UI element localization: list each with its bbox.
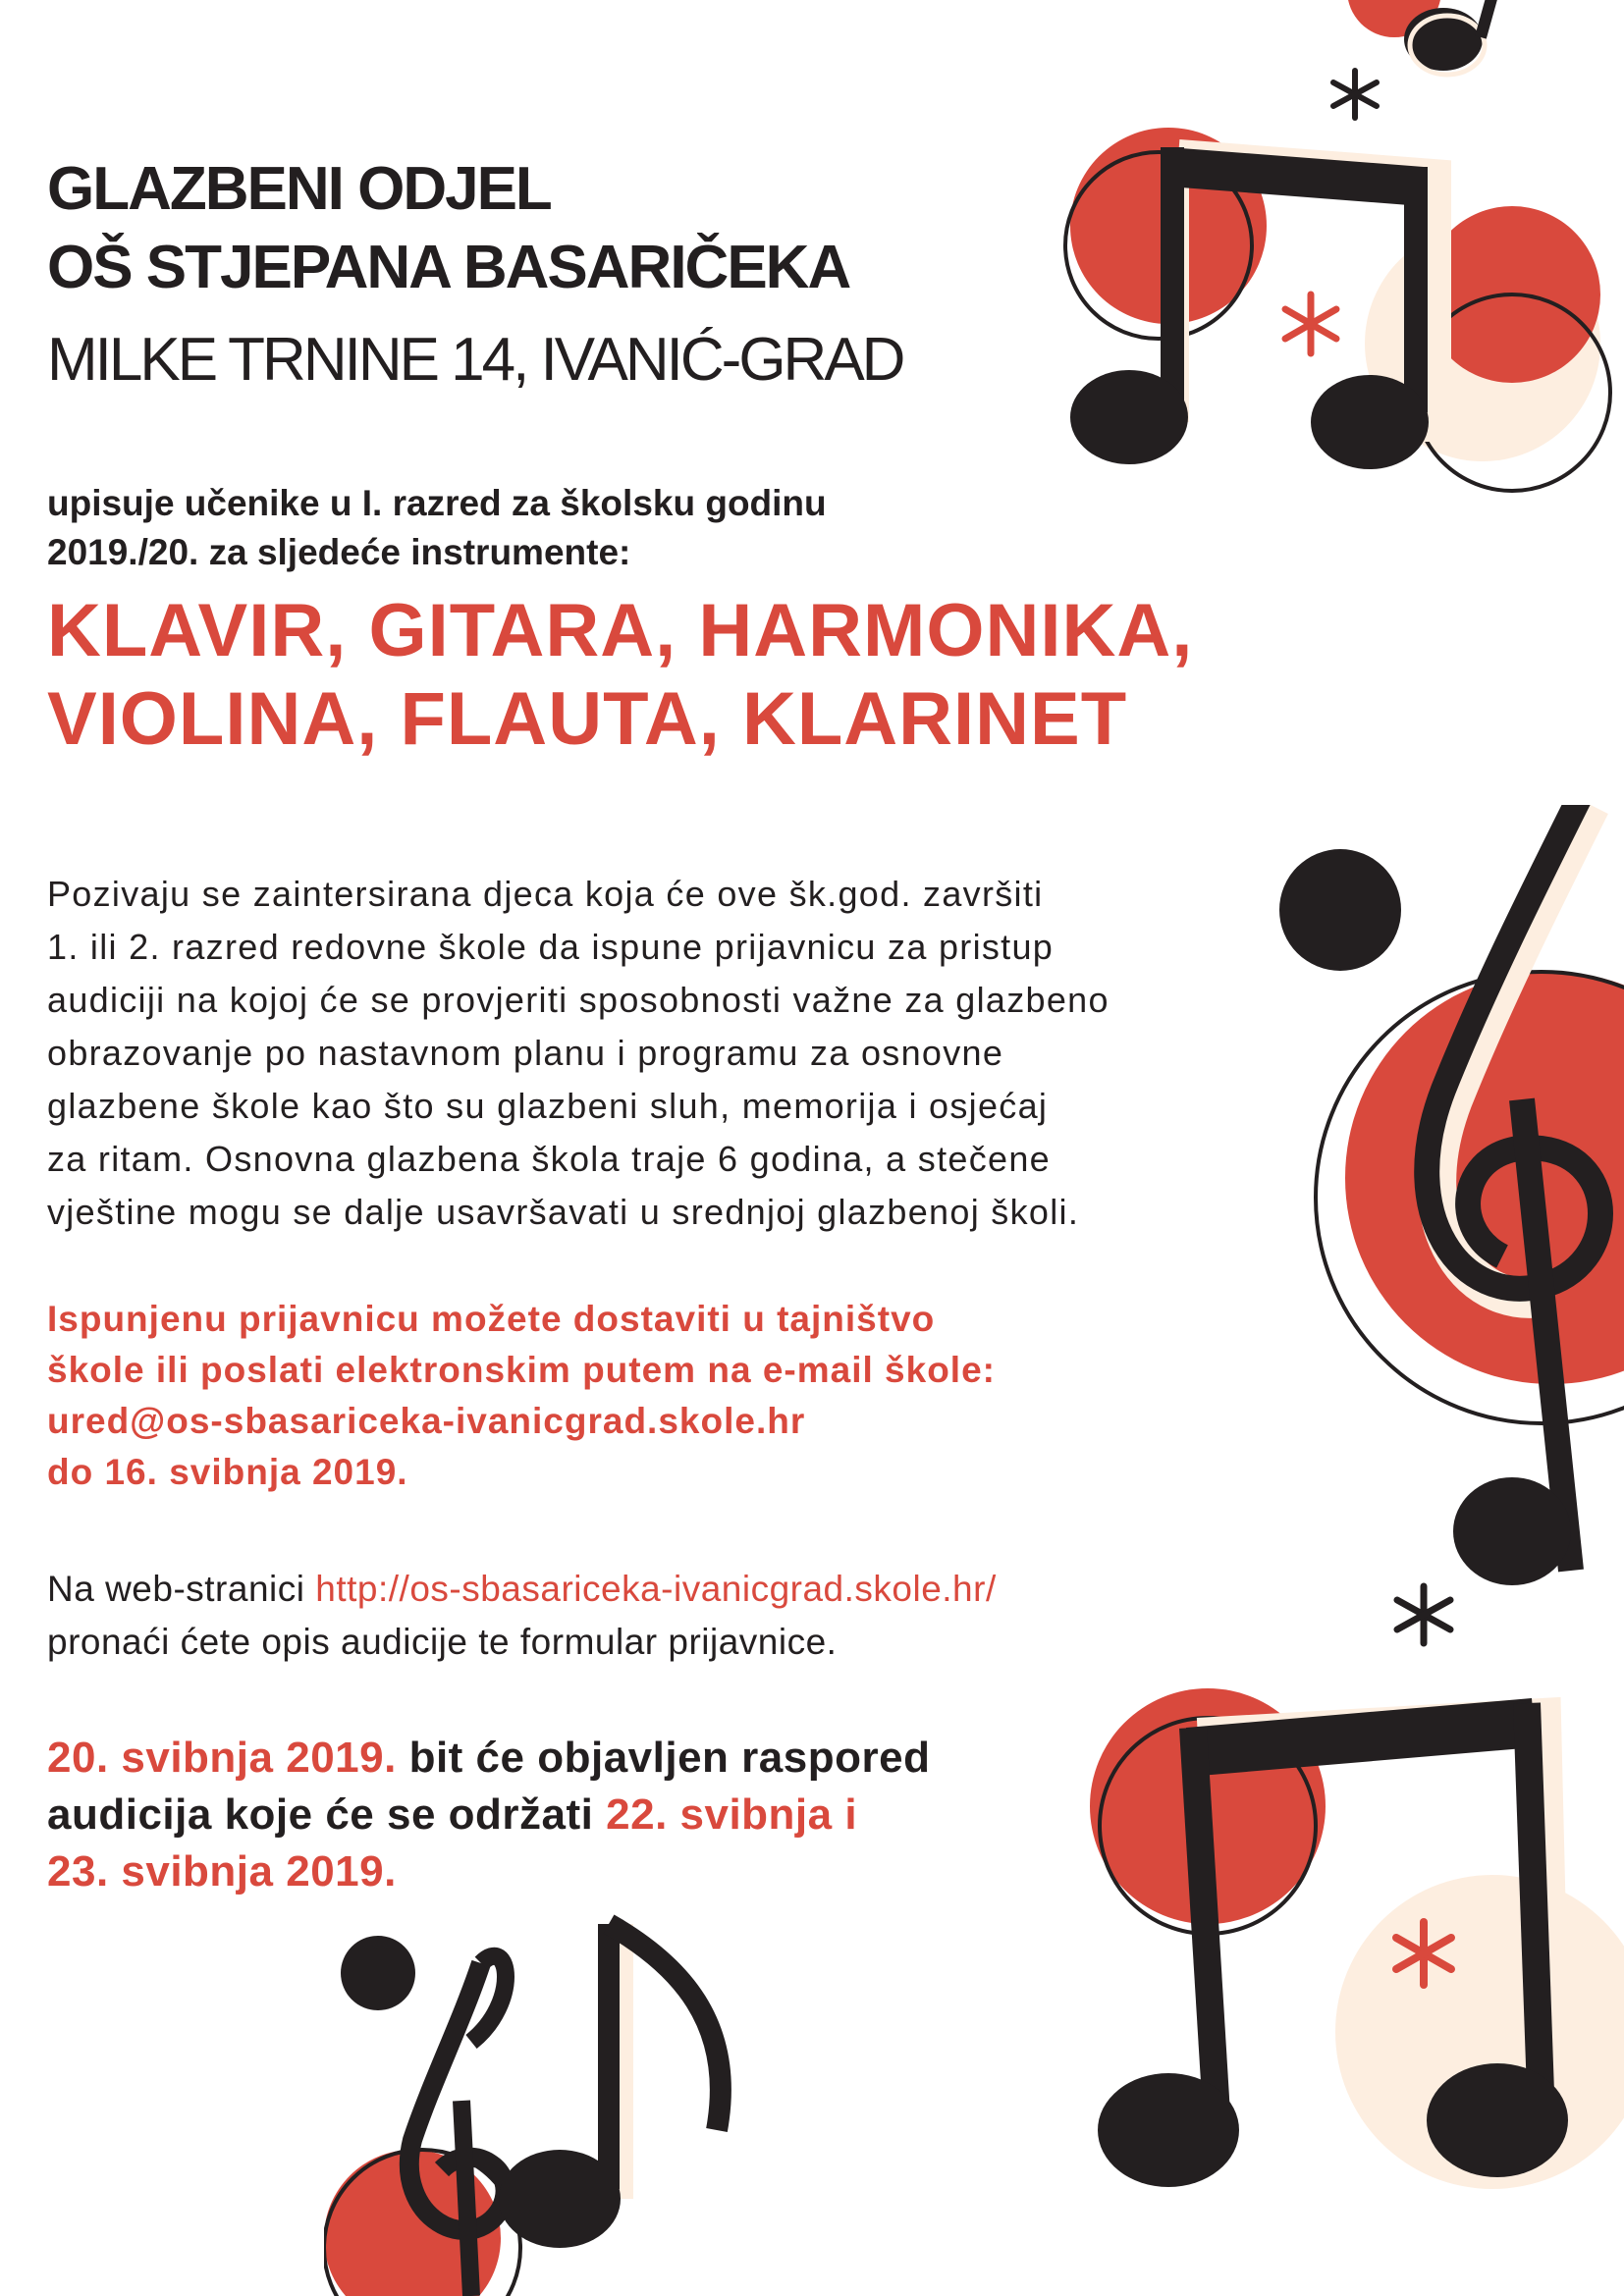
paragraph-line: audiciji na kojoj će se provjeriti sposobnosti važne za glazbeno <box>47 980 1110 1020</box>
paragraph-line: vještine mogu se dalje usavršavati u srednjoj glazbenoj školi. <box>47 1192 1080 1232</box>
website-info <box>47 1563 997 1669</box>
schedule-text: audicija koje će se održati <box>47 1790 607 1839</box>
intro-line: upisuje učenike u I. razred za školsku godinu <box>47 483 827 523</box>
website-link[interactable]: http://os-sbasariceka-ivanicgrad.skole.hr/ <box>315 1569 997 1609</box>
audition-date: 23. svibnja 2019. <box>47 1847 397 1896</box>
description-paragraph <box>47 868 1110 1239</box>
submission-deadline: do 16. svibnja 2019. <box>47 1452 408 1492</box>
audition-date: 22. svibnja i <box>606 1790 858 1839</box>
school-email[interactable]: ured@os-sbasariceka-ivanicgrad.skole.hr <box>47 1401 806 1441</box>
paragraph-line: za ritam. Osnovna glazbena škola traje 6 godina, a stečene <box>47 1139 1051 1179</box>
treble-clef-icon <box>324 1904 835 2296</box>
website-line-2: pronaći ćete opis audicije te formular prijavnice. <box>47 1622 838 1662</box>
website-prefix: Na web-stranici <box>47 1569 316 1609</box>
school-name-title: OŠ STJEPANA BASARIČEKA <box>47 234 850 301</box>
schedule-text: bit će objavljen raspored <box>396 1734 931 1782</box>
intro-text <box>47 479 1029 577</box>
paragraph-line: obrazovanje po nastavnom planu i programu za osnovne <box>47 1033 1004 1073</box>
submission-info <box>47 1294 996 1498</box>
eighth-notes-icon <box>1051 98 1624 510</box>
audition-schedule <box>47 1730 930 1900</box>
submission-line: Ispunjenu prijavnicu možete dostaviti u tajništvo <box>47 1299 936 1339</box>
school-department-title: GLAZBENI ODJEL <box>47 155 551 223</box>
eighth-notes-icon <box>1060 1659 1624 2296</box>
website-line <box>47 1563 997 1616</box>
schedule-publish-date: 20. svibnja 2019. <box>47 1734 397 1782</box>
schedule-line <box>47 1730 930 1787</box>
treble-clef-icon <box>1296 805 1624 1590</box>
school-address: MILKE TRNINE 14, IVANIĆ-GRAD <box>47 326 903 394</box>
asterisk-icon <box>1389 1580 1458 1649</box>
paragraph-line: 1. ili 2. razred redovne škole da ispune prijavnicu za pristup <box>47 927 1055 967</box>
instruments-list <box>47 587 1193 764</box>
submission-line: škole ili poslati elektronskim putem na e-mail škole: <box>47 1350 996 1390</box>
paragraph-line: glazbene škole kao što su glazbeni sluh, memorija i osjećaj <box>47 1086 1049 1126</box>
paragraph-line: Pozivaju se zaintersirana djeca koja će ove šk.god. završiti <box>47 874 1044 914</box>
intro-line: 2019./20. za sljedeće instrumente: <box>47 532 631 572</box>
instruments-line: KLAVIR, GITARA, HARMONIKA, <box>47 589 1194 672</box>
instruments-line: VIOLINA, FLAUTA, KLARINET <box>47 677 1128 761</box>
schedule-line <box>47 1787 930 1843</box>
